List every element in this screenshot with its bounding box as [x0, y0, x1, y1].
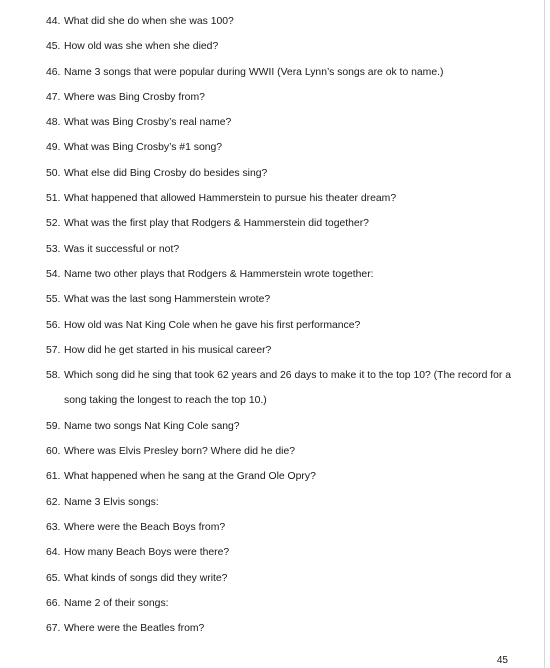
question-item [46, 9, 516, 34]
question-item [46, 34, 516, 59]
question-text: How did he get started in his musical career? [64, 344, 272, 356]
question-item [46, 363, 516, 414]
question-number: 55. [46, 294, 61, 306]
question-number: 52. [46, 218, 61, 230]
question-item [46, 85, 516, 110]
question-number: 53. [46, 243, 61, 255]
question-text: How old was she when she died? [64, 41, 219, 53]
question-text: What happened that allowed Hammerstein to pursue his theater dream? [64, 193, 397, 205]
question-text: Name two songs Nat King Cole sang? [64, 420, 240, 432]
question-number: 57. [46, 344, 61, 356]
question-item [46, 490, 516, 515]
question-item [46, 161, 516, 186]
question-item [46, 464, 516, 489]
question-text: Where were the Beach Boys from? [64, 521, 226, 533]
question-text: What did she do when she was 100? [64, 16, 234, 27]
question-item [46, 237, 516, 262]
question-number: 54. [46, 268, 61, 280]
question-text: What was Bing Crosby’s #1 song? [64, 142, 223, 154]
question-text: What was Bing Crosby’s real name? [64, 117, 232, 129]
question-number: 56. [46, 319, 61, 331]
question-text: Name two other plays that Rodgers & Hammerstein wrote together: [64, 268, 374, 280]
question-text: Name 2 of their songs: [64, 597, 169, 609]
question-number: 46. [46, 66, 61, 78]
question-item [46, 566, 516, 591]
question-number: 49. [46, 142, 61, 154]
question-item [46, 515, 516, 540]
question-item [46, 439, 516, 464]
question-text: Was it successful or not? [64, 243, 180, 255]
question-number: 64. [46, 547, 61, 559]
question-item [46, 338, 516, 363]
question-text: What was the last song Hammerstein wrote? [64, 294, 271, 306]
question-number: 58. [46, 370, 61, 382]
question-number: 51. [46, 193, 61, 205]
question-item [46, 110, 516, 135]
question-number: 60. [46, 446, 61, 458]
question-item [46, 186, 516, 211]
question-text: What kinds of songs did they write? [64, 572, 228, 584]
question-item [46, 540, 516, 565]
question-item [46, 211, 516, 236]
question-text: How many Beach Boys were there? [64, 547, 230, 559]
question-item [46, 262, 516, 287]
question-text: What else did Bing Crosby do besides sing? [64, 167, 268, 179]
question-number: 47. [46, 91, 61, 103]
question-item [46, 414, 516, 439]
question-text: Which song did he sing that took 62 years and 26 days to make it to the top 10? (The record for a song taking the longest to reach the top 10.) [64, 370, 512, 407]
question-number: 67. [46, 623, 61, 635]
question-item [46, 591, 516, 616]
question-number: 65. [46, 572, 61, 584]
question-number: 59. [46, 420, 61, 432]
question-text: Where were the Beatles from? [64, 623, 205, 635]
question-list [46, 9, 516, 641]
question-text: What happened when he sang at the Grand Ole Opry? [64, 471, 316, 483]
question-text: How old was Nat King Cole when he gave his first performance? [64, 319, 361, 331]
question-item [46, 287, 516, 312]
question-number: 62. [46, 496, 61, 508]
question-number: 61. [46, 471, 61, 483]
question-item [46, 60, 516, 85]
question-number: 48. [46, 117, 61, 129]
question-text: Where was Bing Crosby from? [64, 91, 205, 103]
question-number: 45. [46, 41, 61, 53]
page-number: 45 [496, 655, 508, 666]
question-item [46, 135, 516, 160]
question-item [46, 313, 516, 338]
question-text: What was the first play that Rodgers & Hammerstein did together? [64, 218, 369, 230]
question-number: 44. [46, 16, 61, 27]
question-text: Where was Elvis Presley born? Where did he die? [64, 446, 296, 458]
question-item [46, 616, 516, 641]
question-number: 66. [46, 597, 61, 609]
question-number: 50. [46, 167, 61, 179]
question-text: Name 3 songs that were popular during WWII (Vera Lynn’s songs are ok to name.) [64, 66, 444, 78]
question-text: Name 3 Elvis songs: [64, 496, 159, 508]
question-number: 63. [46, 521, 61, 533]
